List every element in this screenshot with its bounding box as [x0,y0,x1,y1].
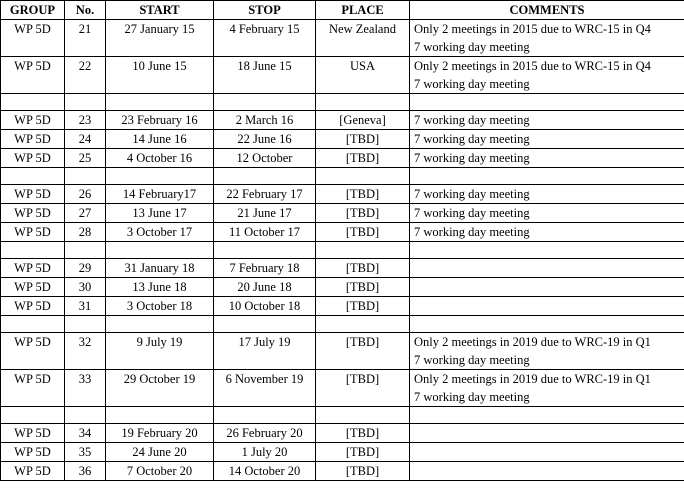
comment-line: 7 working day meeting [414,40,530,54]
comment-line: 7 working day meeting [414,77,530,91]
cell-group: WP 5D [1,57,65,94]
cell-place: [TBD] [316,424,410,443]
cell-comments [410,57,684,94]
cell-stop: 11 October 17 [214,223,316,242]
cell-group: WP 5D [1,424,65,443]
table-body [1,20,684,481]
empty-cell [65,407,106,424]
table-row [1,259,684,278]
cell-number: 28 [65,223,106,242]
cell-comments [410,111,684,130]
empty-cell [410,407,684,424]
comment-line: 7 working day meeting [414,206,530,220]
empty-cell [214,407,316,424]
table-row [1,204,684,223]
cell-start: 14 February17 [106,185,214,204]
cell-comments [410,223,684,242]
cell-number: 33 [65,370,106,407]
cell-comments [410,130,684,149]
cell-number: 26 [65,185,106,204]
header-number: No. [65,1,106,20]
empty-cell [410,242,684,259]
empty-cell [106,94,214,111]
cell-place: [TBD] [316,204,410,223]
cell-stop: 10 October 18 [214,297,316,316]
cell-place: [TBD] [316,297,410,316]
cell-group: WP 5D [1,111,65,130]
cell-number: 24 [65,130,106,149]
table-row [1,149,684,168]
cell-place: [TBD] [316,443,410,462]
comment-line: 7 working day meeting [414,187,530,201]
header-stop: STOP [214,1,316,20]
cell-start: 19 February 20 [106,424,214,443]
table-row [1,370,684,407]
empty-cell [410,316,684,333]
cell-start: 24 June 20 [106,443,214,462]
cell-comments [410,462,684,481]
cell-group: WP 5D [1,297,65,316]
spacer-row [1,407,684,424]
empty-cell [214,242,316,259]
cell-number: 27 [65,204,106,223]
cell-group: WP 5D [1,185,65,204]
header-comments: COMMENTS [410,1,684,20]
cell-comments [410,149,684,168]
header-place: PLACE [316,1,410,20]
cell-place: [TBD] [316,333,410,370]
empty-cell [65,94,106,111]
cell-start: 9 July 19 [106,333,214,370]
cell-stop: 6 November 19 [214,370,316,407]
empty-cell [1,242,65,259]
cell-group: WP 5D [1,370,65,407]
table-row [1,462,684,481]
cell-stop: 18 June 15 [214,57,316,94]
cell-place: New Zealand [316,20,410,57]
cell-stop: 7 February 18 [214,259,316,278]
cell-group: WP 5D [1,223,65,242]
spacer-row [1,316,684,333]
cell-number: 22 [65,57,106,94]
cell-place: [TBD] [316,462,410,481]
cell-comments [410,278,684,297]
empty-cell [316,168,410,185]
cell-place: [TBD] [316,130,410,149]
cell-place: [TBD] [316,223,410,242]
empty-cell [1,316,65,333]
empty-cell [316,407,410,424]
cell-start: 13 June 17 [106,204,214,223]
empty-cell [65,168,106,185]
cell-start: 13 June 18 [106,278,214,297]
cell-start: 4 October 16 [106,149,214,168]
cell-comments [410,259,684,278]
empty-cell [1,407,65,424]
cell-group: WP 5D [1,278,65,297]
comment-line: 7 working day meeting [414,353,530,367]
empty-cell [106,242,214,259]
cell-place: USA [316,57,410,94]
cell-comments [410,333,684,370]
empty-cell [106,407,214,424]
cell-stop: 1 July 20 [214,443,316,462]
comment-line: 7 working day meeting [414,225,530,239]
comment-line: Only 2 meetings in 2019 due to WRC-19 in Q1 [414,372,651,386]
cell-group: WP 5D [1,443,65,462]
cell-number: 31 [65,297,106,316]
spacer-row [1,94,684,111]
cell-place: [TBD] [316,185,410,204]
cell-start: 3 October 18 [106,297,214,316]
empty-cell [410,94,684,111]
cell-place: [Geneva] [316,111,410,130]
cell-place: [TBD] [316,149,410,168]
cell-stop: 26 February 20 [214,424,316,443]
empty-cell [106,316,214,333]
table-row [1,333,684,370]
empty-cell [316,316,410,333]
cell-start: 23 February 16 [106,111,214,130]
comment-line: Only 2 meetings in 2015 due to WRC-15 in Q4 [414,22,651,36]
cell-place: [TBD] [316,370,410,407]
spacer-row [1,242,684,259]
table-row [1,111,684,130]
cell-comments [410,370,684,407]
table-row [1,185,684,204]
cell-stop: 21 June 17 [214,204,316,223]
cell-stop: 4 February 15 [214,20,316,57]
table-row [1,57,684,94]
empty-cell [214,94,316,111]
cell-number: 32 [65,333,106,370]
cell-stop: 2 March 16 [214,111,316,130]
cell-number: 29 [65,259,106,278]
cell-start: 10 June 15 [106,57,214,94]
table-row [1,278,684,297]
cell-comments [410,297,684,316]
comment-line: Only 2 meetings in 2015 due to WRC-15 in Q4 [414,59,651,73]
table-row [1,130,684,149]
cell-comments [410,204,684,223]
table-row [1,297,684,316]
empty-cell [316,94,410,111]
comment-line: 7 working day meeting [414,151,530,165]
cell-start: 31 January 18 [106,259,214,278]
spacer-row [1,168,684,185]
cell-place: [TBD] [316,278,410,297]
cell-place: [TBD] [316,259,410,278]
cell-start: 7 October 20 [106,462,214,481]
empty-cell [106,168,214,185]
cell-stop: 14 October 20 [214,462,316,481]
cell-number: 36 [65,462,106,481]
cell-stop: 20 June 18 [214,278,316,297]
cell-stop: 17 July 19 [214,333,316,370]
cell-number: 23 [65,111,106,130]
cell-start: 27 January 15 [106,20,214,57]
cell-number: 25 [65,149,106,168]
comment-line: 7 working day meeting [414,113,530,127]
table-row [1,443,684,462]
cell-start: 3 October 17 [106,223,214,242]
header-start: START [106,1,214,20]
cell-group: WP 5D [1,20,65,57]
empty-cell [316,242,410,259]
cell-number: 35 [65,443,106,462]
comment-line: Only 2 meetings in 2019 due to WRC-19 in Q1 [414,335,651,349]
cell-number: 21 [65,20,106,57]
empty-cell [1,94,65,111]
cell-group: WP 5D [1,204,65,223]
cell-comments [410,424,684,443]
table-row [1,20,684,57]
empty-cell [410,168,684,185]
table-row [1,223,684,242]
cell-start: 14 June 16 [106,130,214,149]
cell-stop: 22 February 17 [214,185,316,204]
cell-start: 29 October 19 [106,370,214,407]
cell-number: 34 [65,424,106,443]
cell-stop: 12 October [214,149,316,168]
cell-comments [410,20,684,57]
cell-group: WP 5D [1,462,65,481]
empty-cell [1,168,65,185]
header-row [1,1,684,20]
cell-group: WP 5D [1,149,65,168]
cell-comments [410,443,684,462]
empty-cell [214,316,316,333]
cell-stop: 22 June 16 [214,130,316,149]
empty-cell [65,316,106,333]
comment-line: 7 working day meeting [414,390,530,404]
cell-group: WP 5D [1,259,65,278]
comment-line: 7 working day meeting [414,132,530,146]
cell-number: 30 [65,278,106,297]
header-group: GROUP [1,1,65,20]
empty-cell [214,168,316,185]
cell-group: WP 5D [1,130,65,149]
cell-group: WP 5D [1,333,65,370]
empty-cell [65,242,106,259]
cell-comments [410,185,684,204]
table-row [1,424,684,443]
